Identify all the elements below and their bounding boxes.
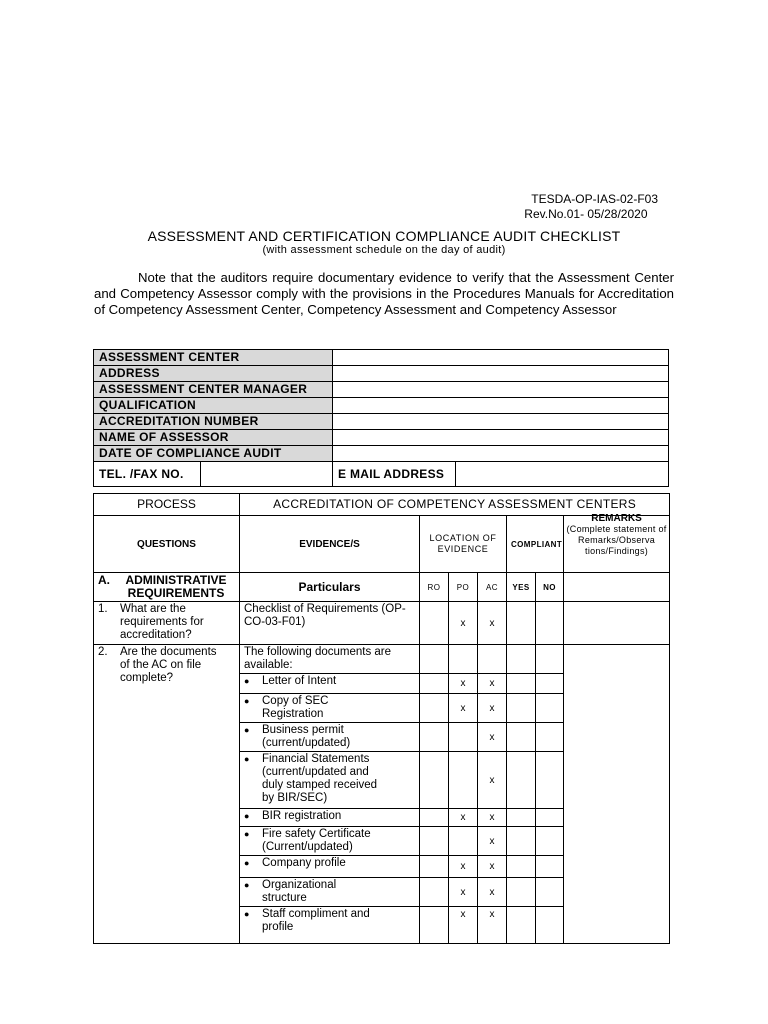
item-po[interactable]: x (449, 878, 478, 907)
item-no[interactable] (536, 809, 564, 827)
section-label: A. (98, 573, 110, 587)
info-value[interactable] (333, 398, 669, 414)
section-title: ADMINISTRATIVE REQUIREMENTS (125, 573, 227, 600)
question-1-evidence: Checklist of Requirements (OP-CO-03-F01) (240, 602, 420, 645)
document-item (240, 827, 420, 856)
q2-ac[interactable] (478, 645, 507, 674)
document-item-text: Letter of Intent (262, 675, 337, 687)
item-yes[interactable] (507, 827, 536, 856)
item-ac[interactable]: x (478, 674, 507, 694)
item-ac[interactable]: x (478, 723, 507, 752)
info-value[interactable] (333, 430, 669, 446)
item-ro[interactable] (420, 809, 449, 827)
item-no[interactable] (536, 674, 564, 694)
info-row (94, 414, 669, 430)
info-label: ASSESSMENT CENTER MANAGER (94, 382, 333, 398)
loc-ac-label: AC (478, 573, 507, 602)
header-row (94, 516, 670, 573)
intro-note (94, 270, 674, 317)
checklist-table (93, 493, 670, 944)
item-yes[interactable] (507, 878, 536, 907)
info-value[interactable] (333, 350, 669, 366)
item-po[interactable]: x (449, 674, 478, 694)
question-row-2 (94, 645, 670, 674)
question-2-text: Are the documents of the AC on file complete? (120, 646, 217, 684)
item-ac[interactable]: x (478, 878, 507, 907)
info-row (94, 382, 669, 398)
info-label: QUALIFICATION (94, 398, 333, 414)
bullet-icon: ● (244, 880, 250, 890)
info-row (94, 430, 669, 446)
document-item (240, 907, 420, 944)
item-po[interactable]: x (449, 809, 478, 827)
document-item (240, 674, 420, 694)
section-heading (94, 573, 240, 602)
item-yes[interactable] (507, 674, 536, 694)
remarks-cell[interactable] (564, 573, 670, 602)
item-po[interactable] (449, 752, 478, 809)
document-item-text: Financial Statements (current/updated and duly stamped received by BIR/SEC) (262, 753, 378, 804)
item-po[interactable] (449, 723, 478, 752)
bullet-icon: ● (244, 754, 250, 764)
item-yes[interactable] (507, 694, 536, 723)
info-label: ACCREDITATION NUMBER (94, 414, 333, 430)
item-no[interactable] (536, 752, 564, 809)
tel-value[interactable] (201, 462, 332, 486)
document-item-text: Copy of SEC Registration (262, 695, 329, 720)
q1-ro[interactable] (420, 602, 449, 645)
q1-yes[interactable] (507, 602, 536, 645)
bullet-icon: ● (244, 909, 250, 919)
q2-remarks[interactable] (564, 645, 670, 944)
item-yes[interactable] (507, 752, 536, 809)
loc-ro-label: RO (420, 573, 449, 602)
item-ro[interactable] (420, 723, 449, 752)
question-2 (94, 645, 240, 944)
item-ro[interactable] (420, 827, 449, 856)
info-label: ASSESSMENT CENTER (94, 350, 333, 366)
bullet-icon: ● (244, 696, 250, 706)
document-code-block (524, 192, 658, 222)
q2-no[interactable] (536, 645, 564, 674)
question-2-intro: The following documents are available: (240, 645, 420, 674)
q2-yes[interactable] (507, 645, 536, 674)
info-label: ADDRESS (94, 366, 333, 382)
bullet-icon: ● (244, 829, 250, 839)
yes-label: YES (507, 573, 536, 602)
info-label: DATE OF COMPLIANCE AUDIT (94, 446, 333, 462)
item-yes[interactable] (507, 809, 536, 827)
question-1-text: What are the requirements for accreditation? (120, 603, 204, 641)
q1-remarks[interactable] (564, 602, 670, 645)
document-item (240, 723, 420, 752)
q1-ac[interactable]: x (478, 602, 507, 645)
q1-po[interactable]: x (449, 602, 478, 645)
col-evidence: EVIDENCE/S (240, 516, 420, 573)
document-item-text: BIR registration (262, 810, 342, 822)
item-no[interactable] (536, 856, 564, 878)
item-ac[interactable]: x (478, 907, 507, 944)
q2-ro[interactable] (420, 645, 449, 674)
item-ro[interactable] (420, 752, 449, 809)
info-row (94, 446, 669, 462)
document-item-text: Company profile (262, 857, 346, 869)
info-value[interactable] (333, 382, 669, 398)
item-ac[interactable]: x (478, 856, 507, 878)
document-revision: Rev.No.01- 05/28/2020 (524, 207, 648, 221)
document-item-text: Staff compliment and profile (262, 908, 370, 933)
info-value[interactable] (333, 446, 669, 462)
email-label: E MAIL ADDRESS (333, 462, 456, 487)
document-item (240, 856, 420, 878)
process-value: ACCREDITATION OF COMPETENCY ASSESSMENT CENTERS (240, 494, 670, 516)
document-item (240, 752, 420, 809)
item-yes[interactable] (507, 856, 536, 878)
item-ro[interactable] (420, 674, 449, 694)
document-item (240, 809, 420, 827)
question-row-1 (94, 602, 670, 645)
document-item (240, 878, 420, 907)
item-ac[interactable]: x (478, 694, 507, 723)
intro-note-text: Note that the auditors require documentary evidence to verify that the Assessment Center and Competency Assessor comply with the provisions in the Procedures Manuals for Accreditation of Competency Assessment Center, Competency Assessment and Competency Assessor (94, 270, 674, 317)
item-ro[interactable] (420, 878, 449, 907)
info-value[interactable] (333, 414, 669, 430)
section-row (94, 573, 670, 602)
bullet-icon: ● (244, 811, 250, 821)
item-po[interactable]: x (449, 694, 478, 723)
remarks-title: REMARKS (591, 513, 642, 524)
document-item (240, 694, 420, 723)
no-label: NO (536, 573, 564, 602)
process-label: PROCESS (94, 494, 240, 516)
question-1-number: 1. (98, 603, 108, 615)
item-ac[interactable]: x (478, 809, 507, 827)
item-yes[interactable] (507, 723, 536, 752)
item-ro[interactable] (420, 694, 449, 723)
item-ac[interactable]: x (478, 752, 507, 809)
item-no[interactable] (536, 723, 564, 752)
document-code: TESDA-OP-IAS-02-F03 (531, 192, 658, 206)
tel-label: TEL. /FAX NO. (94, 462, 201, 486)
info-table (93, 349, 669, 487)
item-po[interactable]: x (449, 907, 478, 944)
question-1 (94, 602, 240, 645)
remarks-detail: (Complete statement of Remarks/Observa tions/Findings) (566, 524, 667, 556)
item-no[interactable] (536, 827, 564, 856)
col-questions: QUESTIONS (94, 516, 240, 573)
item-ac[interactable]: x (478, 827, 507, 856)
info-row (94, 350, 669, 366)
item-yes[interactable] (507, 907, 536, 944)
info-row (94, 366, 669, 382)
q1-no[interactable] (536, 602, 564, 645)
document-subtitle: (with assessment schedule on the day of audit) (262, 244, 506, 256)
bullet-icon: ● (244, 725, 250, 735)
info-value[interactable] (333, 366, 669, 382)
bullet-icon: ● (244, 676, 250, 686)
document-item-text: Business permit (current/updated) (262, 724, 351, 749)
item-po[interactable]: x (449, 856, 478, 878)
q2-po[interactable] (449, 645, 478, 674)
email-value[interactable] (456, 462, 669, 487)
item-ro[interactable] (420, 907, 449, 944)
item-po[interactable] (449, 827, 478, 856)
item-ro[interactable] (420, 856, 449, 878)
item-no[interactable] (536, 907, 564, 944)
col-location: LOCATION OF EVIDENCE (420, 516, 507, 573)
document-title: ASSESSMENT AND CERTIFICATION COMPLIANCE AUDIT CHECKLIST (147, 228, 621, 244)
col-remarks (564, 513, 670, 573)
question-2-number: 2. (98, 646, 108, 658)
info-label: NAME OF ASSESSOR (94, 430, 333, 446)
document-item-text: Fire safety Certificate (Current/updated) (262, 828, 371, 853)
info-row (94, 398, 669, 414)
document-item-text: Organizational structure (262, 879, 337, 904)
loc-po-label: PO (449, 573, 478, 602)
col-compliant: COMPLIANT (507, 516, 564, 573)
bullet-icon: ● (244, 858, 250, 868)
particulars-label: Particulars (240, 573, 420, 602)
item-no[interactable] (536, 694, 564, 723)
contact-row (94, 462, 669, 487)
item-no[interactable] (536, 878, 564, 907)
tel-cell (94, 462, 333, 487)
